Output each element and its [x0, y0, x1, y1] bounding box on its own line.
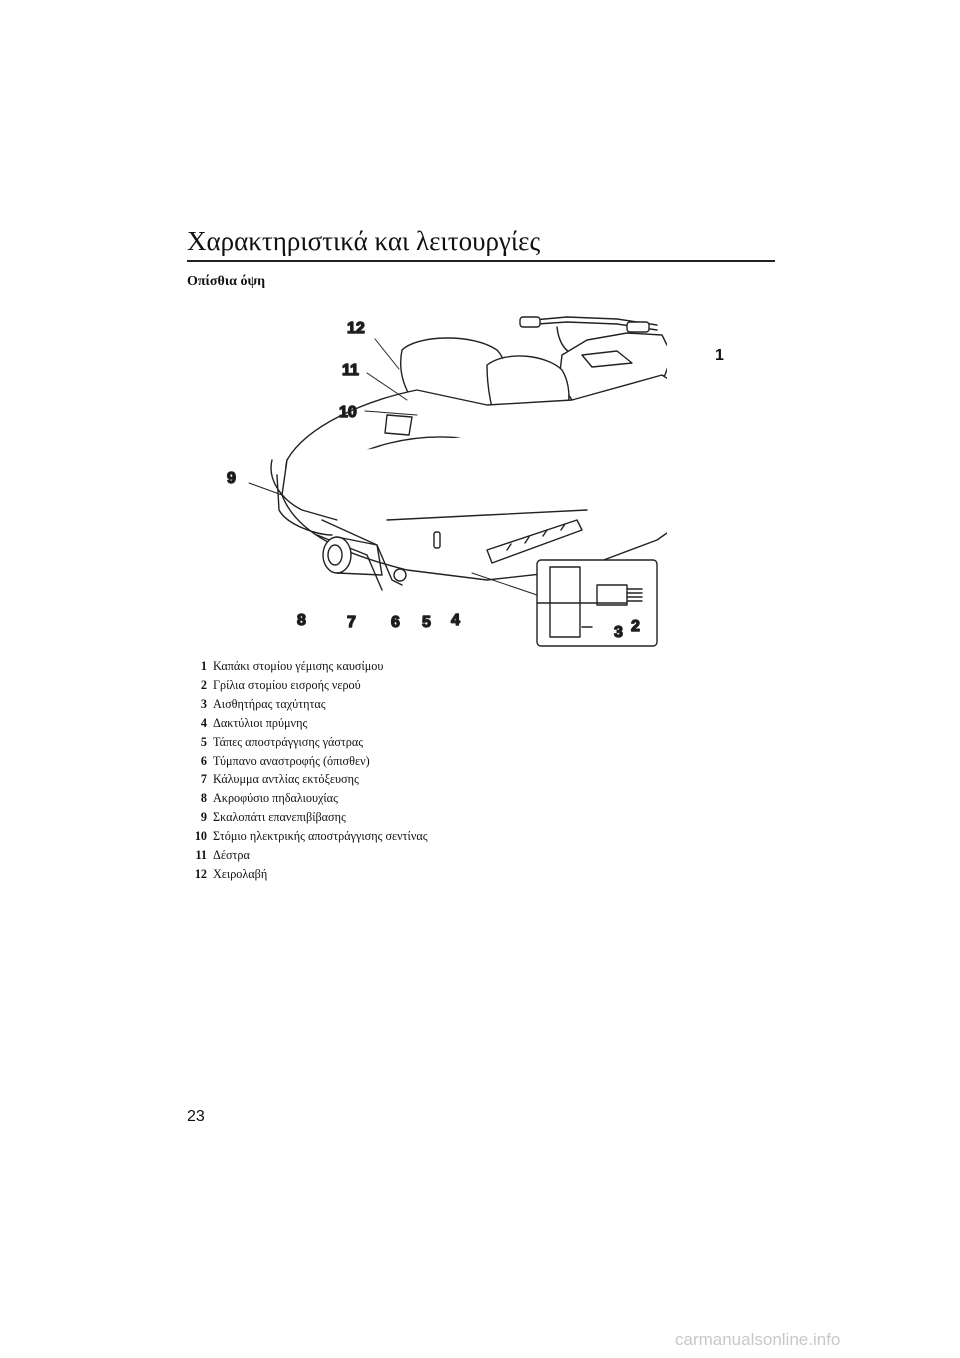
legend-item: 3 Αισθητήρας ταχύτητας — [200, 696, 326, 711]
illustration-svg — [187, 305, 667, 650]
watermark: carmanualsonline.info — [675, 1330, 841, 1349]
legend-item: 12 Χειρολαβή — [194, 866, 268, 881]
callout-8: 8 — [297, 612, 306, 629]
callout-10: 10 — [339, 404, 357, 421]
callout-12: 12 — [347, 320, 365, 337]
legend-item: 11 Δέστρα — [195, 848, 250, 863]
callout-7: 7 — [347, 614, 356, 631]
callout-4: 4 — [451, 612, 460, 629]
callout-3: 3 — [614, 624, 623, 641]
legend-item: 7 Κάλυμμα αντλίας εκτόξευσης — [200, 772, 359, 787]
callout-11: 11 — [342, 362, 359, 379]
callout-5: 5 — [422, 614, 431, 631]
watercraft-rear-view-illustration — [187, 305, 724, 650]
callout-6: 6 — [391, 614, 400, 631]
callout-1-label: 1 — [715, 347, 724, 364]
legend-item: 4 Δακτύλιοι πρύμνης — [200, 715, 308, 730]
parts-legend — [187, 657, 428, 884]
page-title: Χαρακτηριστικά και λειτουργίες — [187, 224, 775, 262]
callout-2: 2 — [631, 618, 640, 635]
section-heading: Οπίσθια όψη — [187, 274, 266, 289]
legend-item: 8 Ακροφύσιο πηδαλιουχίας — [200, 791, 338, 806]
legend-item: 10 Στόμιο ηλεκτρικής αποστράγγισης σεντίνας — [194, 829, 428, 844]
legend-item: 1 Καπάκι στομίου γέμισης καυσίμου — [200, 659, 384, 673]
legend-item: 6 Τύμπανο αναστροφής (όπισθεν) — [200, 753, 370, 768]
callout-9: 9 — [227, 470, 236, 487]
page-number: 23 — [187, 1108, 205, 1125]
legend-item: 2 Γρίλια στομίου εισροής νερού — [200, 677, 361, 692]
legend-item: 5 Τάπες αποστράγγισης γάστρας — [200, 734, 364, 749]
legend-item: 9 Σκαλοπάτι επανεπιβίβασης — [200, 810, 346, 825]
